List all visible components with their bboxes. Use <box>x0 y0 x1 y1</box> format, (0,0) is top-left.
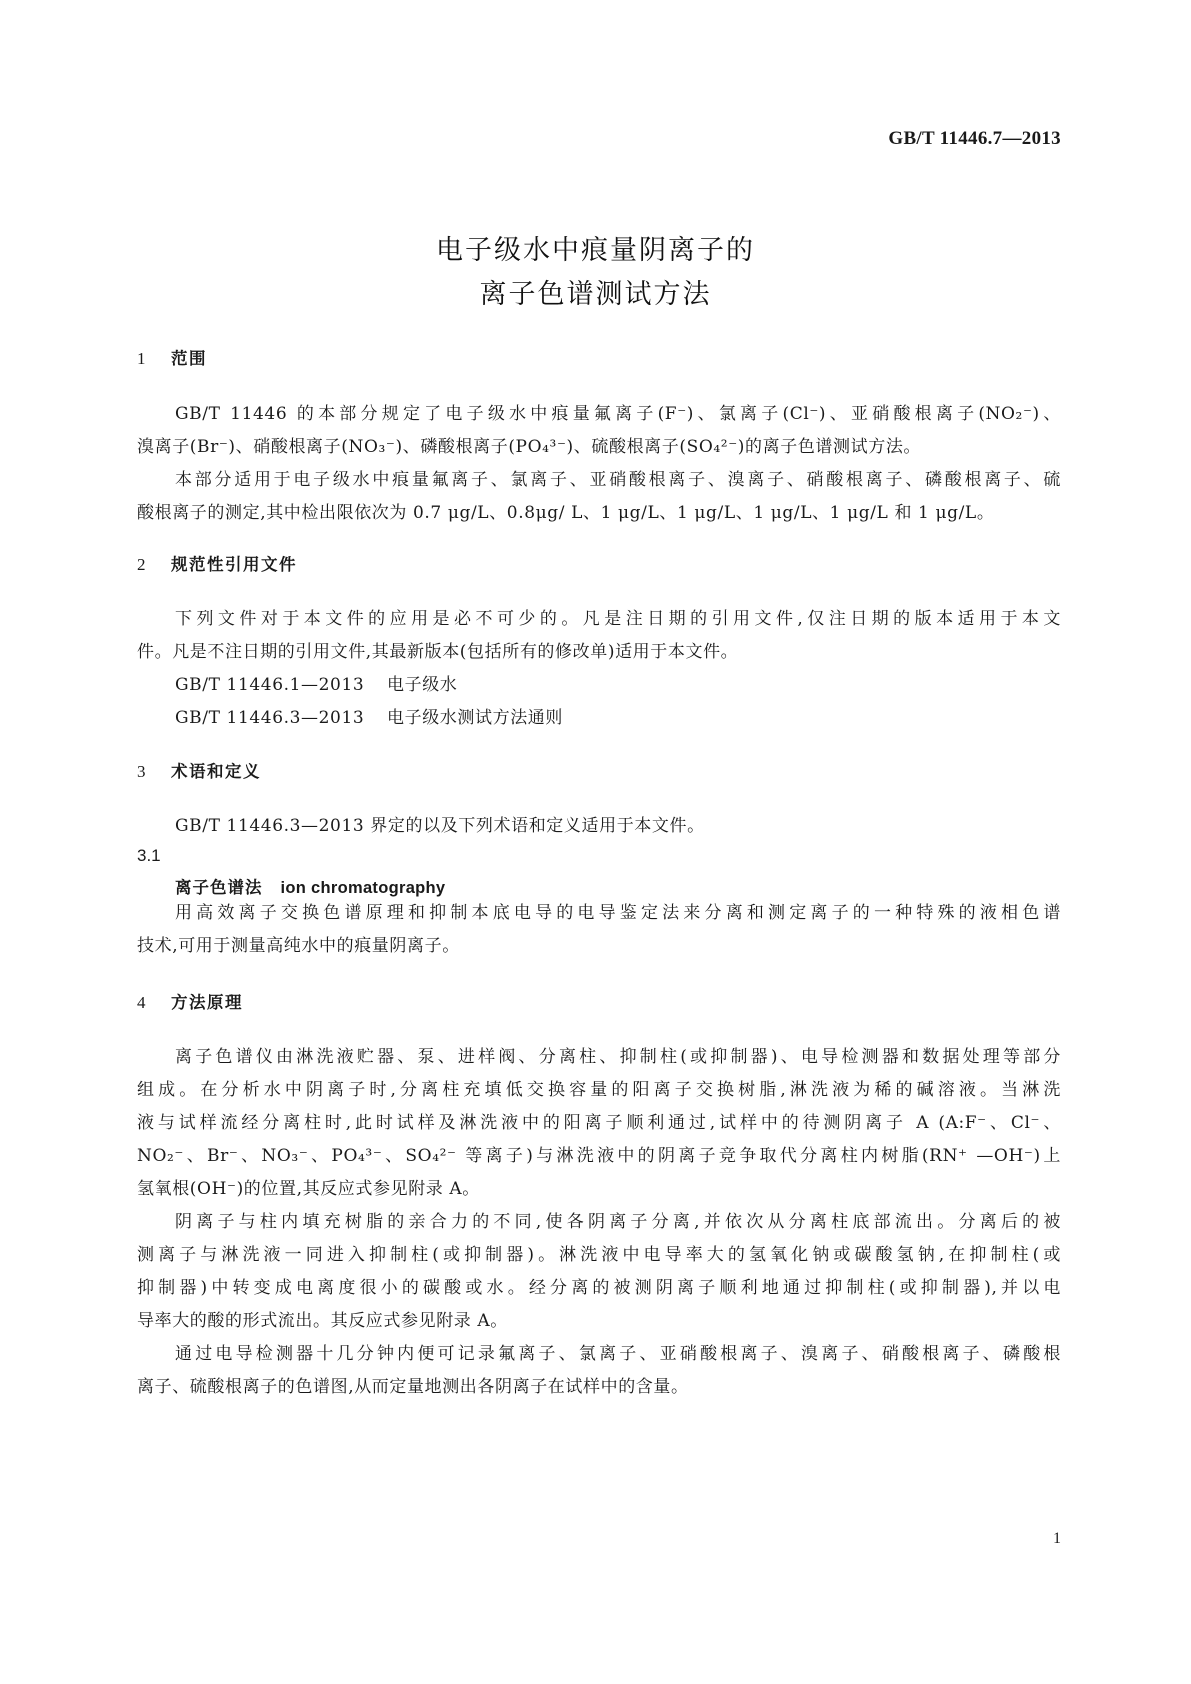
section-number: 2 <box>137 555 147 574</box>
reference-code: GB/T 11446.3—2013 <box>175 708 365 728</box>
paragraph-line: 件。凡是不注日期的引用文件,其最新版本(包括所有的修改单)适用于本文件。 <box>137 642 739 662</box>
reference-title: 电子级水测试方法通则 <box>387 708 563 728</box>
standard-number: GB/T 11446.7—2013 <box>888 128 1061 149</box>
paragraph-line: 导率大的酸的形式流出。其反应式参见附录 A。 <box>137 1311 508 1331</box>
term-definition <box>137 897 1061 963</box>
section-4-body <box>137 1041 1061 1404</box>
paragraph-line: 下列文件对于本文件的应用是必不可少的。凡是注日期的引用文件,仅注日期的版本适用于本文 <box>175 609 1061 629</box>
reference-code: GB/T 11446.1—2013 <box>175 675 365 695</box>
term-chinese: 离子色谱法 <box>175 878 263 897</box>
section-title: 规范性引用文件 <box>171 555 297 574</box>
reference-title: 电子级水 <box>387 675 458 695</box>
section-4-heading <box>137 989 243 1013</box>
normative-reference <box>137 702 1061 735</box>
section-2-body <box>137 603 1061 735</box>
section-title: 方法原理 <box>171 993 243 1012</box>
section-1-body <box>137 398 1061 530</box>
section-number: 1 <box>137 349 147 368</box>
paragraph-line: NO₂⁻、Br⁻、NO₃⁻、PO₄³⁻、SO₄²⁻ 等离子)与淋洗液中的阴离子竞争取代分离柱内树脂(RN⁺ —OH⁻)上 <box>137 1146 1061 1166</box>
paragraph-line: 氢氧根(OH⁻)的位置,其反应式参见附录 A。 <box>137 1179 480 1199</box>
section-number: 4 <box>137 993 147 1012</box>
subsection-number: 3.1 <box>137 846 161 865</box>
paragraph-line: 组成。在分析水中阴离子时,分离柱充填低交换容量的阳离子交换树脂,淋洗液为稀的碱溶液。当淋洗 <box>137 1080 1061 1100</box>
paragraph-line: 离子、硫酸根离子的色谱图,从而定量地测出各阴离子在试样中的含量。 <box>137 1377 689 1397</box>
term-entry <box>175 874 445 898</box>
paragraph-line: 测离子与淋洗液一同进入抑制柱(或抑制器)。淋洗液中电导率大的氢氧化钠或碳酸氢钠,在抑制柱(或 <box>137 1245 1061 1265</box>
section-3-intro <box>137 810 1061 843</box>
term-english: ion chromatography <box>280 879 446 897</box>
paragraph-line: 技术,可用于测量高纯水中的痕量阴离子。 <box>137 936 460 956</box>
normative-reference <box>137 669 1061 702</box>
paragraph-line: 本部分适用于电子级水中痕量氟离子、氯离子、亚硝酸根离子、溴离子、硝酸根离子、磷酸根离子、硫 <box>175 470 1061 490</box>
paragraph-line: 酸根离子的测定,其中检出限依次为 0.7 μg/L、0.8μg/ L、1 μg/L、1 μg/L、1 μg/L、1 μg/L 和 1 μg/L。 <box>137 503 995 523</box>
section-title: 范围 <box>171 349 207 368</box>
document-title-line2: 离子色谱测试方法 <box>479 279 712 310</box>
paragraph-line: GB/T 11446 的本部分规定了电子级水中痕量氟离子(F⁻)、氯离子(Cl⁻)、亚硝酸根离子(NO₂⁻)、 <box>175 404 1061 424</box>
section-2-heading <box>137 551 297 575</box>
paragraph-line: 抑制器)中转变成电离度很小的碳酸或水。经分离的被测阴离子顺利地通过抑制柱(或抑制器),并以电 <box>137 1278 1061 1298</box>
paragraph-line: 离子色谱仪由淋洗液贮器、泵、进样阀、分离柱、抑制柱(或抑制器)、电导检测器和数据处理等部分 <box>175 1047 1061 1067</box>
section-title: 术语和定义 <box>171 762 261 781</box>
section-3-heading <box>137 758 261 782</box>
section-number: 3 <box>137 762 147 781</box>
document-title-line1: 电子级水中痕量阴离子的 <box>436 235 755 266</box>
paragraph-line: 液与试样流经分离柱时,此时试样及淋洗液中的阳离子顺利通过,试样中的待测阴离子 A (A:F⁻、Cl⁻、 <box>137 1113 1061 1133</box>
paragraph-line: 阴离子与柱内填充树脂的亲合力的不同,使各阴离子分离,并依次从分离柱底部流出。分离后的被 <box>175 1212 1061 1232</box>
paragraph-line: 溴离子(Br⁻)、硝酸根离子(NO₃⁻)、磷酸根离子(PO₄³⁻)、硫酸根离子(SO₄²⁻)的离子色谱测试方法。 <box>137 437 922 457</box>
paragraph-line: GB/T 11446.3—2013 界定的以及下列术语和定义适用于本文件。 <box>175 816 705 836</box>
page-number: 1 <box>1053 1530 1061 1547</box>
paragraph-line: 用高效离子交换色谱原理和抑制本底电导的电导鉴定法来分离和测定离子的一种特殊的液相色谱 <box>175 903 1061 923</box>
section-1-heading <box>137 345 207 369</box>
paragraph-line: 通过电导检测器十几分钟内便可记录氟离子、氯离子、亚硝酸根离子、溴离子、硝酸根离子、磷酸根 <box>175 1344 1061 1364</box>
